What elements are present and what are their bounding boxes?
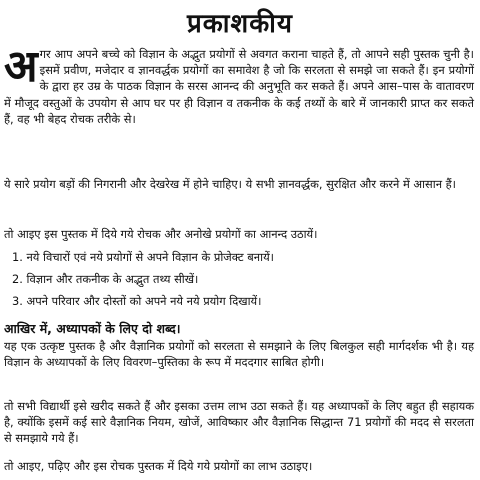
teachers-paragraph: यह एक उत्कृष्ट पुस्तक है और वैज्ञानिक प्रयोगों को सरलता से समझाने के लिए बिलकुल सही मार्गदर्शक भी है। यह विज्ञान के अध्यापकों के लिए विवरण–पुस्तिका के रूप में मददगार साबित होगी।: [4, 339, 474, 370]
list-item: 2. विज्ञान और तकनीक के अद्भुत तथ्य सीखें।: [12, 272, 199, 286]
closing-paragraph: तो आइए, पढ़िए और इस रोचक पुस्तक में दिये गये प्रयोगों का लाभ उठाइए।: [4, 459, 313, 473]
list-item: 3. अपने परिवार और दोस्तों को अपने नये नये प्रयोग दिखायें।: [12, 294, 262, 308]
buy-paragraph: तो सभी विद्यार्थी इसे खरीद सकते हैं और इसका उत्तम लाभ उठा सकते हैं। यह अध्यापकों के लिए बहुत ही सहायक है, क्योंकि इसमें कई सारे वैज्ञानिक नियम, खोजें, आविष्कार और वैज्ञानिक सिद्धान्त 71 प्रयोगों की मदद से सरलता से समझाये गये हैं।: [4, 399, 474, 446]
enjoy-paragraph: तो आइए इस पुस्तक में दिये गये रोचक और अनोखे प्रयोगों का आनन्द उठायें।: [4, 227, 318, 241]
intro-paragraph: [4, 41, 474, 127]
intro-text: गर आप अपने बच्चे को विज्ञान के अद्भुत प्रयोगों से अवगत कराना चाहते हैं, तो आपने सही पुस्तक चुनी है। इसमें प्रवीण, मजेदार व ज्ञानवर्द्धक प्रयोगों का समावेश है जो कि सरलता से समझे जा सकते हैं। इन प्रयोगों के द्वारा हर उम्र के पाठक विज्ञान के सरस आनन्द की अनुभूति कर सकते हैं। अपने आस–पास के वातावरण में मौजूद वस्तुओं के उपयोग से आप घर पर ही विज्ञान व तकनीक के कई तथ्यों के बारे में जानकारी प्राप्त कर सकते हैं, वह भी बेहद रोचक तरीके से।: [4, 47, 474, 126]
page-title: प्रकाशकीय: [187, 9, 293, 39]
supervision-paragraph: ये सारे प्रयोग बड़ों की निगरानी और देखरेख में होने चाहिए। ये सभी ज्ञानवर्द्धक, सुरक्षित और करने में आसान हैं।: [4, 177, 456, 191]
teachers-heading: आखिर में, अध्यापकों के लिए दो शब्द।: [4, 321, 181, 336]
benefits-list: [12, 246, 472, 312]
drop-cap: अ: [4, 41, 38, 92]
list-item: 1. नये विचारों एवं नये प्रयोगों से अपने विज्ञान के प्रोजेक्ट बनायें।: [12, 250, 274, 264]
